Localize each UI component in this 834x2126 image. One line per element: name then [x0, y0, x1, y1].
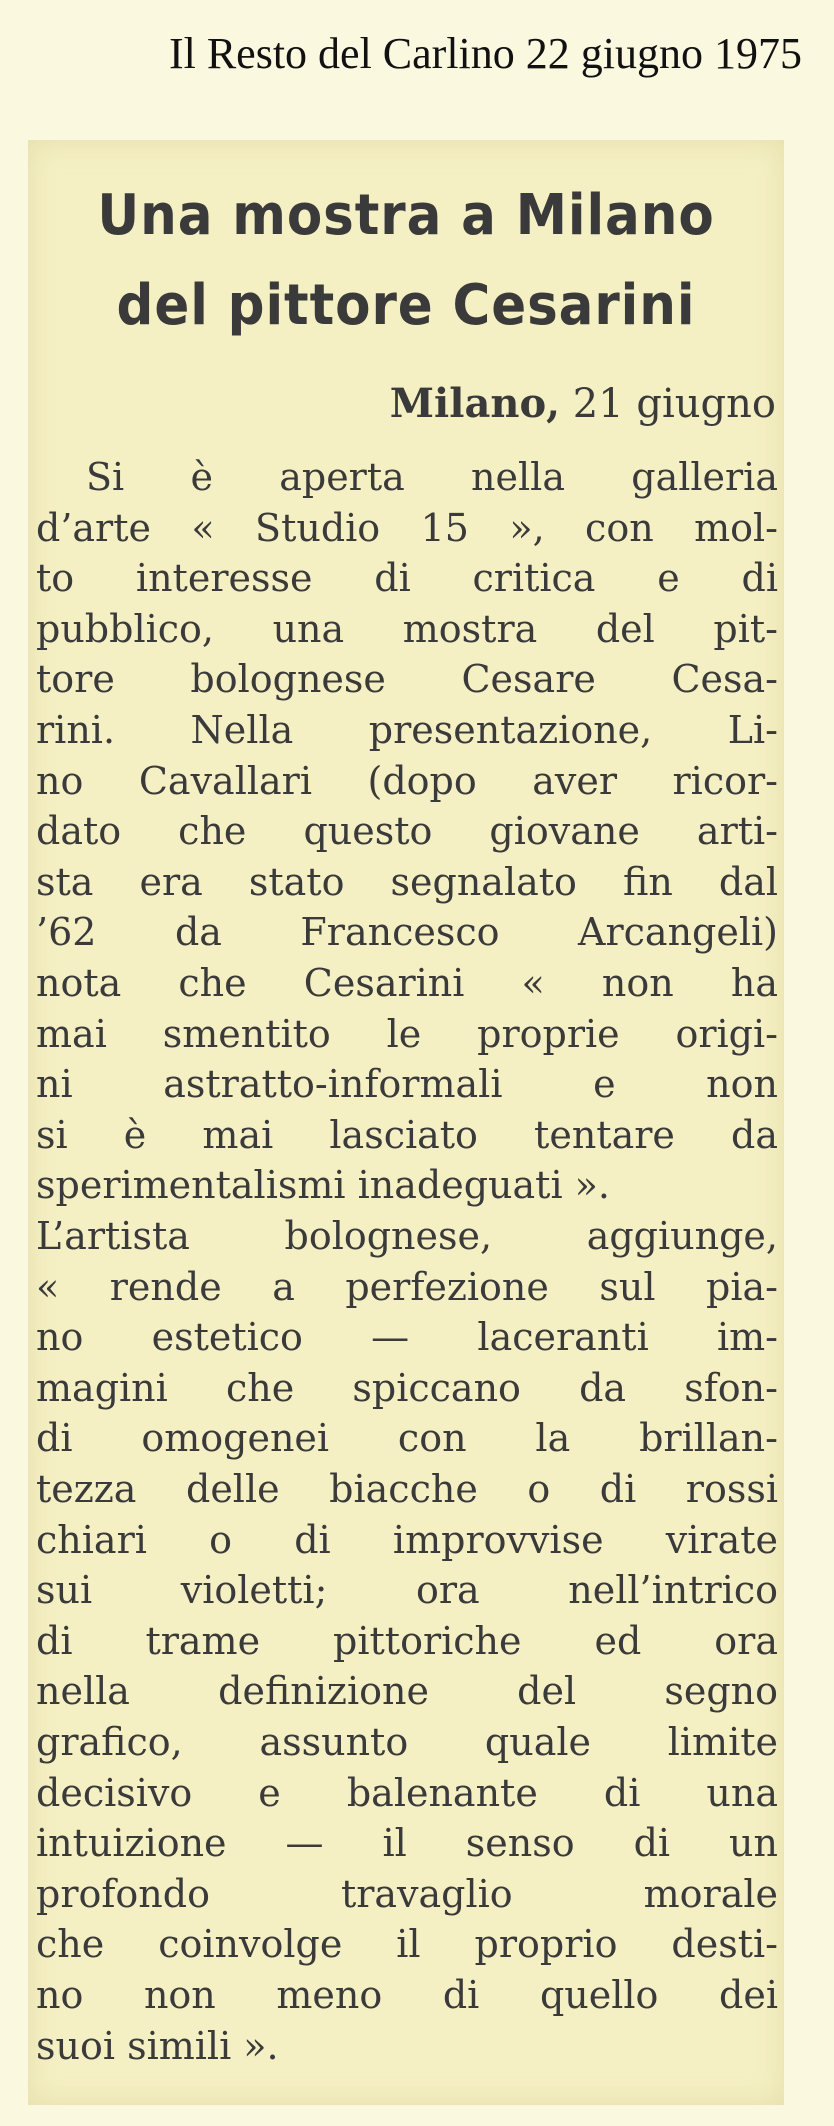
dateline-city: Milano, — [389, 380, 561, 427]
article-line: suoi simili ». — [36, 2023, 279, 2068]
article-line: ’62 da Francesco Arcangeli) — [36, 910, 778, 955]
article-line: nota che Cesarini « non ha — [36, 961, 778, 1005]
headline-line-2: del pittore Cesarini — [116, 273, 696, 338]
article-line: profondo travaglio morale — [36, 1871, 778, 1916]
article-line: « rende a perfezione sul pia- — [36, 1264, 778, 1309]
article-line: no non meno di quello dei — [36, 1973, 778, 2017]
article-line: d’arte « Studio 15 », con mol- — [36, 505, 778, 550]
article-line: che coinvolge il proprio desti- — [36, 1922, 778, 1967]
source-caption: Il Resto del Carlino 22 giugno 1975 — [168, 29, 802, 78]
article-line: sperimentalismi inadeguati ». — [36, 1163, 611, 1208]
article-line: tore bolognese Cesare Cesa- — [36, 657, 778, 702]
article-line: sta era stato segnalato fin dal — [36, 859, 778, 904]
article-line: di omogenei con la brillan- — [36, 1416, 778, 1461]
article-line: di trame pittoriche ed ora — [36, 1618, 778, 1663]
article-line: chiari o di improvvise virate — [36, 1517, 778, 1562]
article-line: Si è aperta nella galleria — [86, 455, 778, 499]
article-line: mai smentito le proprie origi- — [36, 1011, 778, 1056]
article-line: ni astratto-informali e non — [36, 1062, 778, 1107]
article-line: no estetico — laceranti im- — [36, 1315, 778, 1360]
newspaper-clipping — [28, 140, 784, 2105]
article-line: rini. Nella presentazione, Li- — [36, 708, 778, 752]
dateline-date: 21 giugno — [560, 381, 776, 427]
dateline — [390, 380, 776, 427]
article-line: pubblico, una mostra del pit- — [36, 606, 778, 651]
article-line: sui violetti; ora nell’intrico — [36, 1568, 778, 1613]
article-line: no Cavallari (dopo aver ricor- — [36, 758, 778, 803]
article-line: decisivo e balenante di una — [36, 1770, 778, 1815]
headline-line-1: Una mostra a Milano — [97, 183, 715, 248]
article-line: dato che questo giovane arti- — [36, 809, 778, 854]
article-line: nella definizione del segno — [36, 1669, 778, 1714]
article-line: to interesse di critica e di — [36, 556, 778, 601]
article-line: si è mai lasciato tentare da — [36, 1112, 778, 1157]
article-line: L’artista bolognese, aggiunge, — [36, 1214, 778, 1258]
article-line: intuizione — il senso di un — [36, 1821, 778, 1866]
article-line: grafico, assunto quale limite — [36, 1720, 778, 1764]
article-line: magini che spiccano da sfon- — [36, 1365, 778, 1410]
article-line: tezza delle biacche o di rossi — [36, 1467, 778, 1511]
